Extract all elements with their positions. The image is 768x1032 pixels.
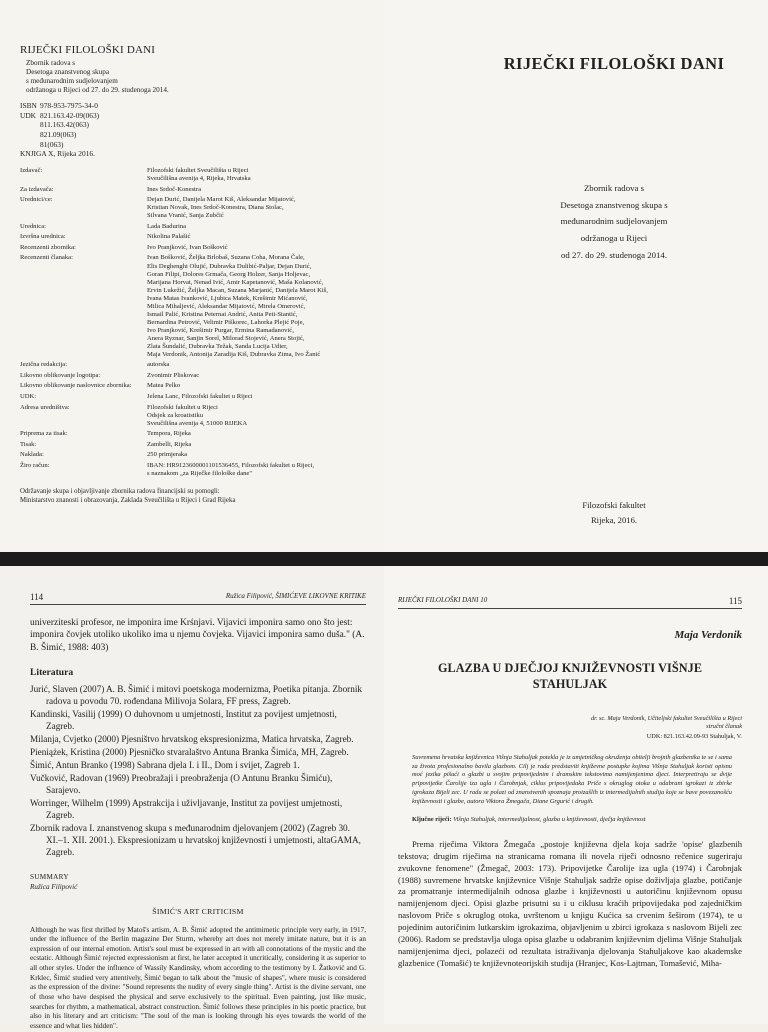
title-page	[384, 0, 768, 552]
summary-title: ŠIMIĆ'S ART CRITICISM	[152, 906, 244, 916]
imprint-row-value	[147, 254, 370, 358]
imprint-row-value	[147, 233, 370, 241]
imprint-row-value	[147, 462, 370, 478]
imprint-row-label: UDK:	[20, 392, 37, 400]
reference-item: Kandinski, Vasilij (1999) O duhovnom u umjetnosti, Institut za povijest umjetnosti, Zagreb.	[30, 709, 337, 732]
publisher-block	[484, 498, 744, 527]
keywords-value: Višnja Stahuljak, intermedijalnost, glazba u književnosti, dječja književnost	[453, 816, 646, 824]
imprint-row	[20, 393, 370, 401]
subtitle-line: od 27. do 29. studenoga 2014.	[560, 249, 668, 260]
affiliation-line: dr. sc. Maja Verdonik, Učiteljski fakultet Sveučilišta u Rijeci	[590, 714, 742, 722]
imprint-value-line: Zvonimir Pliskovac	[147, 371, 200, 379]
article-udk: UDK: 821.163.42.09-93 Stahuljak, V.	[646, 733, 742, 741]
imprint-row-value	[147, 361, 370, 369]
imprint-row	[20, 167, 370, 183]
imprint-line: održanoga u Rijeci od 27. do 29. studenoga 2014.	[26, 86, 169, 95]
subtitle-line: Desetoga znanstvenog skupa s	[560, 199, 668, 210]
imprint-row-label: Naklada:	[20, 451, 44, 459]
imprint-row-label: Likovno oblikovanje naslovnice zbornika:	[20, 382, 132, 390]
book-title: RIJEČKI FILOLOŠKI DANI	[503, 54, 725, 73]
imprint-value-line: autorska	[147, 361, 170, 369]
imprint-value-line: Ivana Matas Ivanković, Ljubica Matek, Krešimir Mićanović,	[147, 294, 308, 302]
imprint-row	[20, 186, 370, 194]
keywords-line	[412, 816, 732, 825]
imprint-row	[20, 244, 370, 252]
article-type: stručni članak	[706, 722, 742, 730]
imprint-row-label: Izvršna urednica:	[20, 233, 66, 241]
imprint-value-line: s naznakom „za Riječke filološke dane"	[147, 469, 253, 477]
imprint-row-value	[147, 167, 370, 183]
imprint-table	[20, 167, 370, 478]
page-114	[0, 566, 384, 1030]
imprint-row-label: Likovno oblikovanje logotipa:	[20, 371, 101, 379]
article-body: Prema riječima Viktora Žmegača „postoje književna djela koja sadrže 'opise' glazbenih tekstova; drugim riječima na stranicama romana ili novela riječi odnosno rečenice sugeriraju zvukovne fenomene" (Žmegač, 2003: 173). Pripovijetke Čarolije iza ugla (1974) i Čarobnjak (1988) suvremene hrvatske književnice Višnje Stahuljak sadrže opise doživljaja glazbe, potičanje za promatranje intermedijalnih odnosa glazbe i književnosti u autoričinu književnom opusu namijenjenom djeci. Opisi glazbe prisutni su i u ciklusu kraćih pripovijedaka pod zajedničkim naslovom Priče s okruglog otoka, uvrštenom u knjigu Kućica sa crvenim šeširom (1974), te u pojedinim autoričinim lutkarskim igrokazima, objavljenim u zbirci igrokaza s naslovom Bijeli zec (2006). Radom se predstavlja uloga opisa glazbe u odabranim književnim djelima Višnje Stahuljak namijenjenima djeci, polazeći od rezultata istraživanja djelovanja Stahuljakove kao akademske glazbenice (Tomašić) te književnoteorijskih studija (Hranjec, Kos-Lajtman, Tomašević, Miha-	[398, 838, 742, 968]
udk-code: 821.163.42-09(063)	[40, 110, 100, 120]
imprint-value-line: Ivo Pranjković, Ivan Bošković	[147, 243, 228, 251]
imprint-value-line: Nikolina Palašić	[147, 233, 191, 241]
imprint-line: s međunarodnim sudjelovanjem	[26, 77, 118, 86]
subtitle-line: međunarodnim sudjelovanjem	[560, 216, 668, 227]
article-title	[398, 661, 742, 693]
page-115	[384, 566, 768, 1024]
imprint-row	[20, 254, 370, 358]
imprint-value-line: Jelena Lanc, Filozofski fakultet u Rijeci	[147, 392, 253, 400]
imprint-value-line: Sveučilišna avenija 4, Rijeka, Hrvatska	[147, 175, 251, 183]
imprint-title: RIJEČKI FILOLOŠKI DANI	[20, 44, 156, 56]
closing-quote: univerziteski profesor, ne imponira ime Krśnjavi. Vijavici imponira samo ono što jest: imponira čovjek utoliko ukoliko ima u njemu čovjeka. Vijavici imponira samo duša." (A. B. Šimić, 1988: 403)	[30, 618, 365, 653]
imprint-value-line: Marijana Horvat, Nenad Ivić, Amir Kapetanović, Maša Kolanović,	[147, 278, 324, 286]
imprint-value-line: Zlata Šundalić, Dubravka Težak, Sanda Lucija Udier,	[147, 342, 288, 350]
imprint-row	[20, 441, 370, 449]
running-title: Ružica Filipović, ŠIMIĆEVE LIKOVNE KRITIKE	[225, 592, 366, 600]
imprint-row	[20, 372, 370, 380]
summary-author: Ružica Filipović	[30, 882, 78, 891]
imprint-value-line: Filozofski fakultet u Rijeci	[147, 403, 218, 411]
isbn-label: ISBN	[20, 101, 37, 111]
imprint-value-line: IBAN: HR9123600001101536455, Filozofski fakultet u Rijeci,	[147, 461, 314, 469]
reference-item: Jurić, Slaven (2007) A. B. Šimić i mitovi poetskoga modernizma, Poetika pitanja. Zbornik radova u povodu 70. rođendana Milivoja Solara, FF press, Zagreb.	[30, 684, 362, 707]
imprint-page	[0, 0, 384, 552]
reference-item: Milanja, Cvjetko (2000) Pjesništvo hrvatskog ekspresionizma, Matica hrvatska, Zagreb.	[30, 734, 354, 745]
imprint-value-line: Milica Mihaljević, Aleksandar Mijatović, Mirela Omerović,	[147, 302, 306, 310]
subtitle-line: Zbornik radova s	[583, 183, 645, 193]
imprint-row	[20, 404, 370, 428]
imprint-row-value	[147, 393, 370, 401]
imprint-value-line: Tempora, Rijeka	[147, 430, 191, 438]
imprint-row-value	[147, 223, 370, 231]
imprint-value-line: Goran Filipi, Dolores Grmača, Georg Holzer, Sanja Holjevac,	[147, 270, 311, 278]
article-title-line: GLAZBA U DJEČJOJ KNJIŽEVNOSTI VIŠNJE	[437, 661, 703, 675]
imprint-value-line: Ivo Pranjković, Krešimir Purgar, Ermina Ramadanović,	[147, 326, 294, 334]
udk-label: UDK	[20, 110, 37, 120]
udk-code: 81(063)	[40, 139, 64, 149]
imprint-value-line: Kristian Novak, Ines Srdoč-Konestra, Diana Stolac,	[147, 204, 284, 212]
imprint-row-label: Izdavač:	[20, 167, 43, 175]
book-subtitle	[484, 180, 744, 264]
imprint-value-line: Zambelli, Rijeka	[147, 440, 192, 448]
imprint-row-label: Urednici/ce:	[20, 196, 53, 204]
imprint-row-label: Recenzenti zbornika:	[20, 243, 76, 251]
imprint-row-label: Tisak:	[20, 440, 37, 448]
imprint-footer	[20, 488, 370, 506]
imprint-value-line: Anera Ryznar, Sanjin Sorel, Milorad Stojević, Anera Stojić,	[147, 334, 305, 342]
imprint-row-value	[147, 382, 370, 390]
udk-code: 821.09(063)	[40, 130, 77, 140]
imprint-value-line: Filozofski fakultet Sveučilišta u Rijeci	[147, 167, 249, 175]
publisher-line: Filozofski fakultet	[582, 500, 646, 510]
page-number: 115	[728, 596, 742, 606]
article-abstract: Suvremena hrvatska književnica Višnja Stahuljak potekla je iz umjetničkog okruženja obitelji brojnih glazbenika te se i sama za života profesionalno bavila glazbom. Cilj je rada predstaviti književne postupke kojima Višnja Stahuljak koristi opisnu moć jezika pišući o glazbi u svojim pripovijednim i dramskim tekstovima namijenjenima djeci. Interpretiraju se dvije pripovijetke Čarolije iza ugla i Čarobnjak, ciklus pripovijedaka Priče s okruglog otoka u odabrani igrokazi iz zbirke igrokaza Bijeli zec. U radu se polazi od znanstvenih spoznaja proizašlih iz intermedijalnih studija koje se bave povezanošću književnosti i glazbe, autora Viktora Žmegača, Diane Grgurić i drugih.	[412, 754, 732, 805]
imprint-value-line: Maja Verdonik, Antonija Zaradija Kiš, Dubravka Zima, Ivo Žanić	[147, 350, 321, 358]
imprint-row	[20, 223, 370, 231]
imprint-value-line: Ervin Lukežić, Željka Macan, Suzana Marjanić, Danijela Marot Kiš,	[147, 286, 328, 294]
imprint-row-value	[147, 441, 370, 449]
imprint-row	[20, 430, 370, 438]
imprint-row	[20, 382, 370, 390]
udk-values	[40, 111, 99, 150]
imprint-row	[20, 462, 370, 478]
imprint-row-label: Recenzenti članaka:	[20, 254, 73, 262]
imprint-row-label: Adresa uredništva:	[20, 403, 70, 411]
imprint-row	[20, 233, 370, 241]
imprint-value-line: Ines Srdoč-Konestra	[147, 185, 202, 193]
imprint-row-label: Jezična redakcija:	[20, 361, 68, 369]
reference-item: Worringer, Wilhelm (1999) Apstrakcija i uživljavanje, Institut za povijest umjetnosti, Zagreb.	[30, 797, 343, 820]
imprint-row-value	[147, 430, 370, 438]
funding-line: Održavanje skupa i objavljivanje zbornika radova financijski su pomogli:	[20, 487, 220, 495]
imprint-row-label: Žiro račun:	[20, 461, 50, 469]
publisher-line: Rijeka, 2016.	[590, 514, 638, 525]
reference-item: Šimić, Antun Branko (1998) Sabrana djela I. i II., Dom i svijet, Zagreb 1.	[30, 759, 300, 770]
imprint-value-line: Elis Deghenghi Olujić, Dubravka Dulibić-Paljar, Dejan Durić,	[147, 262, 312, 270]
running-header	[398, 596, 742, 609]
imprint-value-line: Ismail Palić, Kristina Peternai Andrić, Anita Peti-Stantić,	[147, 310, 298, 318]
imprint-row	[20, 361, 370, 369]
imprint-header	[20, 44, 370, 159]
imprint-row	[20, 451, 370, 459]
imprint-row-label: Priprema za tisak:	[20, 430, 68, 438]
summary-text: Although he was first thrilled by Matoš's artism, A. B. Šimić adopted the antimimetic principle very early, in 1917, under the influence of the Berlin magazine Der Sturm, whereby art does not merely imitate nature, but it is an expression of our internal emotion. Artist's soul must be expressed in art with all connotations of the mystic and the ecstatic. Although Šimić rejected expressionism at first, he later accepted it uncritically, considering it as superior to all other styles. Under the influence of Wassily Kandinsky, whom according to the testimony by I. Žatković and G. Krklec, Šimić studied very attentively, Šimić began to talk about the "music of shapes", where music is considered as the expression of the divine: "Sound represents the nudity of every single thing". Artist is the divine servant, one of those who have despised the physical and serve exclusively to the spiritual. Even painting, just like music, searches for rhythm, a mathematical, abstract construction. Šimić follows these principles in his poetic practice, but also in his literary and art criticism: "The soul of the man is looking through his eyes towards the world of the essence and what lies hidden".	[30, 925, 366, 1030]
imprint-row-value	[147, 196, 370, 220]
reference-item: Pieniążek, Kristina (2000) Pjesničko stvaralaštvo Antuna Branka Šimića, MH, Zagreb.	[30, 746, 349, 757]
references-heading: Literatura	[30, 667, 74, 679]
imprint-line: Zbornik radova s	[26, 59, 76, 68]
imprint-row-value	[147, 244, 370, 252]
affiliation	[398, 715, 742, 731]
imprint-row-value	[147, 451, 370, 459]
funding-line: Ministarstvo znanosti i obrazovanja, Zaklada Sveučilišta u Rijeci i Grad Rijeka	[20, 496, 236, 504]
imprint-row-value	[147, 404, 370, 428]
references-list	[30, 684, 366, 858]
volume-line: KNJIGA X, Rijeka 2016.	[20, 149, 95, 159]
imprint-value-line: Dejan Durić, Danijela Marot Kiš, Aleksandar Mijatović,	[147, 196, 296, 204]
imprint-value-line: Matea Pelko	[147, 382, 181, 390]
summary-label: SUMMARY	[30, 872, 69, 881]
isbn-row	[20, 101, 370, 111]
running-header	[30, 592, 366, 605]
keywords-label: Ključne riječi:	[412, 816, 452, 824]
imprint-row-label: Urednica:	[20, 222, 46, 230]
article-author: Maja Verdonik	[674, 629, 742, 641]
reference-item: Vučković, Radovan (1969) Preobražaji i preobraženja (O Antunu Branku Šimiću), Sarajevo.	[30, 772, 333, 795]
udk-code: 811.163.42(063)	[40, 120, 89, 130]
imprint-value-line: Silvana Vranić, Sanja Zubčić	[147, 212, 224, 220]
imprint-value-line: 250 primjeraka	[147, 451, 188, 459]
scan-divider	[0, 552, 768, 566]
article-title-line: STAHULJAK	[532, 676, 608, 691]
imprint-value-line: Bernardina Petrović, Velimir Piškorec, Lahorka Plejić Poje,	[147, 318, 305, 326]
imprint-row-label: Za izdavača:	[20, 185, 54, 193]
isbn-value: 978-953-7975-34-0	[40, 101, 98, 111]
imprint-row	[20, 196, 370, 220]
running-title: RIJEČKI FILOLOŠKI DANI 10	[398, 596, 488, 604]
subtitle-line: održanoga u Rijeci	[580, 233, 648, 244]
imprint-value-line: Odsjek za kroatistiku	[147, 411, 204, 419]
reference-item: Zbornik radova I. znanstvenog skupa s međunarodnim djelovanjem (2002) (Zagreb 30. XI.–1. XII. 2001.). Ekspresionizam u hrvatskoj književnosti i umjetnosti, altaGAMA, Zagreb.	[30, 822, 361, 857]
imprint-value-line: Lada Badurina	[147, 222, 186, 230]
imprint-row-value	[147, 186, 370, 194]
imprint-row-value	[147, 372, 370, 380]
imprint-value-line: Ivan Bošković, Željka Brlobaš, Suzana Coha, Morana Čale,	[147, 254, 305, 262]
imprint-value-line: Sveučilišna avenija 4, 51000 RIJEKA	[147, 419, 248, 427]
udk-row	[20, 111, 370, 150]
imprint-line: Desetoga znanstvenog skupa	[26, 68, 110, 77]
page-number: 114	[30, 592, 44, 602]
